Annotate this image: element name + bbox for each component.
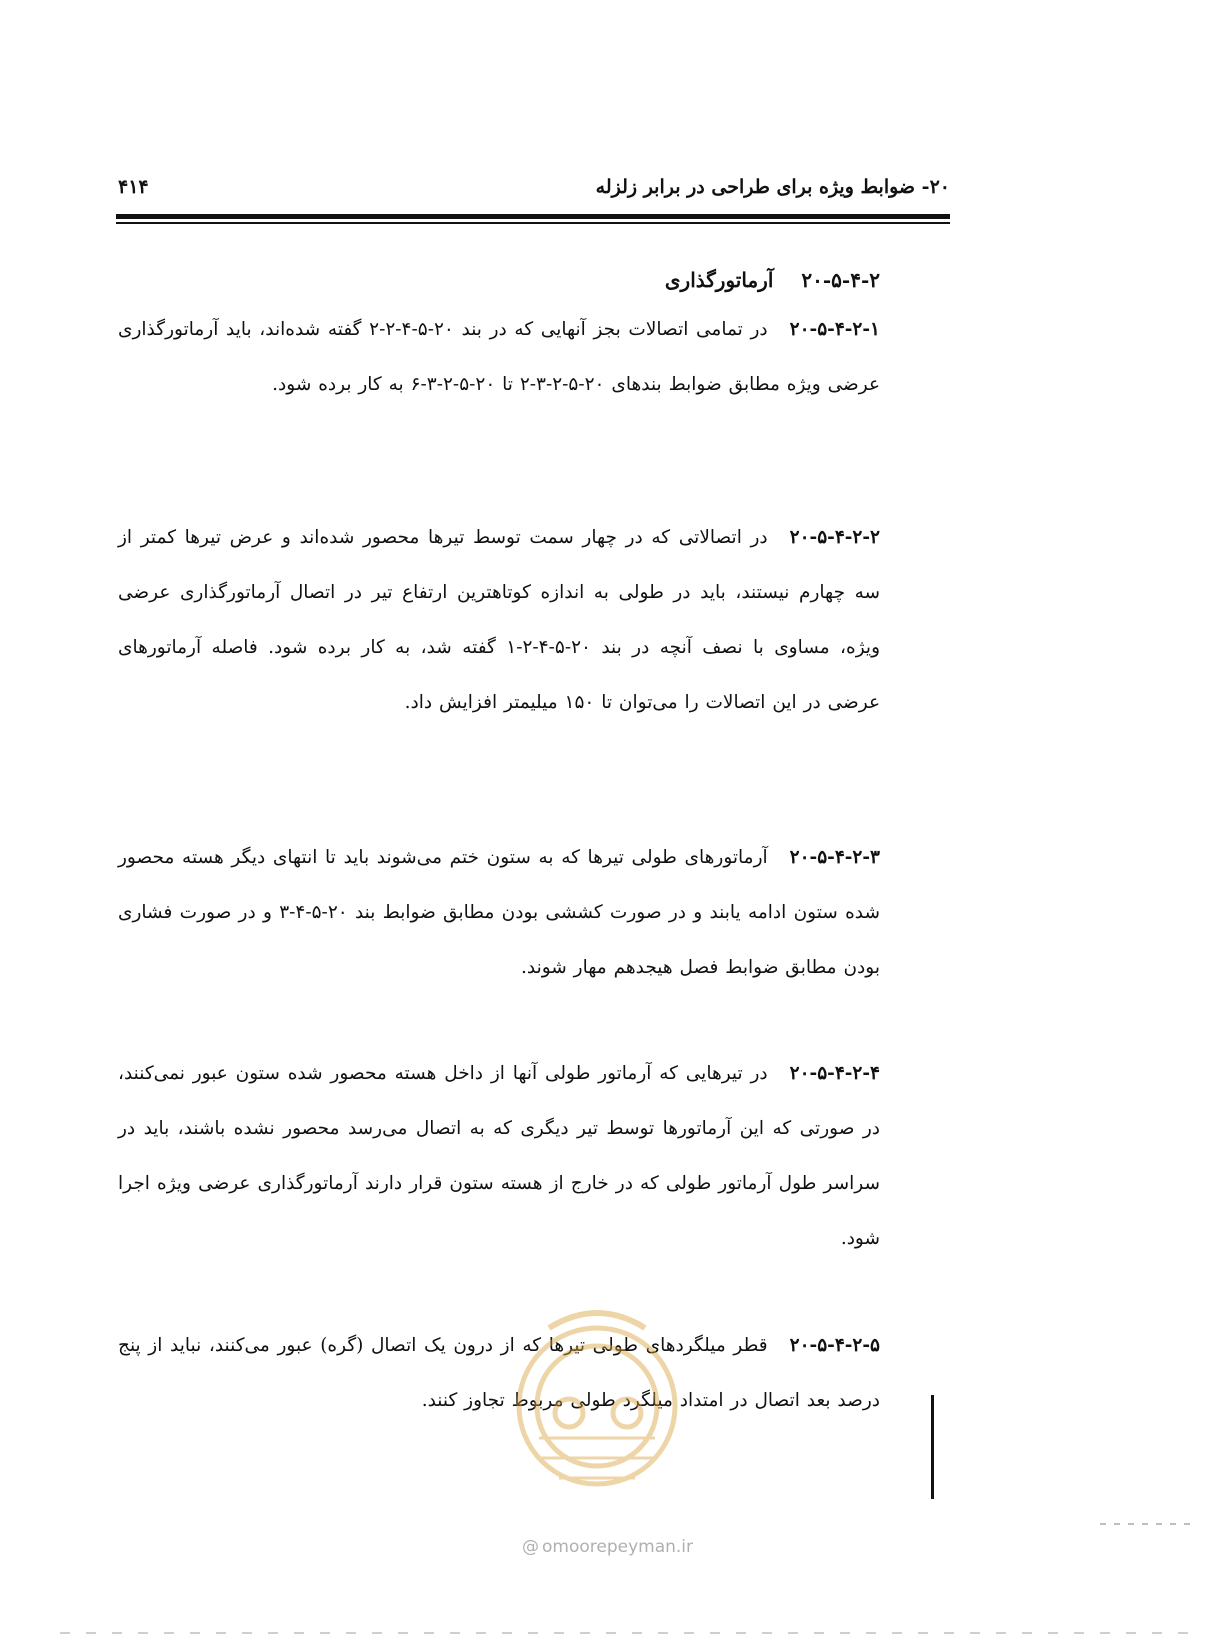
paragraph-text: آرماتورهای طولی تیرها که به ستون ختم می‌شوند باید تا انتهای دیگر هسته محصور شده ستون ادامه یابند و در صورت کششی بودن مطابق ضوابط بند ۲۰-۵-۴-۳ و در صورت فشاری بودن مطابق ضوابط فصل هیجدهم مهار شوند. [118, 847, 880, 978]
section-title: آرماتورگذاری [664, 268, 774, 292]
gear-seal-icon [519, 1313, 675, 1484]
watermark-logo [509, 1288, 685, 1518]
section-heading [665, 268, 880, 292]
header-rule-thin [116, 222, 950, 224]
watermark-url-text: omoorepeyman.ir [542, 1537, 694, 1557]
paragraph-number: ۲۰-۵-۴-۲-۲ [789, 527, 880, 548]
paragraph [118, 1046, 880, 1266]
paragraph-number: ۲۰-۵-۴-۲-۳ [789, 847, 880, 868]
page-number: ۴۱۴ [118, 176, 149, 198]
page-header [118, 176, 950, 206]
margin-change-bar [931, 1395, 934, 1499]
paragraph-text: قطر میلگردهای طولی تیرها که از درون یک اتصال (گره) عبور می‌کنند، نباید از پنج درصد بعد اتصال در امتداد میلگرد طولی مربوط تجاوز کنند. [118, 1335, 880, 1411]
paragraph [118, 510, 880, 730]
paragraph [118, 1318, 880, 1428]
at-icon: @ [522, 1537, 539, 1557]
paragraph-number: ۲۰-۵-۴-۲-۱ [789, 319, 880, 340]
paragraph [118, 830, 880, 995]
chapter-title: ۲۰- ضوابط ویژه برای طراحی در برابر زلزله [595, 176, 950, 198]
scan-artifact-line [60, 1632, 1190, 1634]
paragraph-text: در تمامی اتصالات بجز آنهایی که در بند ۲۰-۵-۴-۲-۲ گفته شده‌اند، باید آرماتورگذاری عرضی ویژه مطابق ضوابط بندهای ۲۰-۵-۲-۳-۲ تا ۲۰-۵-۲-۳-۶ به کار برده شود. [118, 319, 880, 395]
paragraph-number: ۲۰-۵-۴-۲-۵ [789, 1335, 880, 1356]
section-number: ۲۰-۵-۴-۲ [801, 268, 880, 292]
paragraph-text: در تیرهایی که آرماتور طولی آنها از داخل هسته محصور شده ستون عبور نمی‌کنند، در صورتی که این آرماتورها توسط تیر دیگری که به اتصال می‌رسد محصور نشده باشند، باید در سراسر طول آرماتور طولی که در خارج از هسته ستون قرار دارند آرماتورگذاری عرضی ویژه اجرا شود. [118, 1063, 880, 1249]
paragraph [118, 302, 880, 412]
scan-artifact-line [1100, 1523, 1190, 1525]
paragraph-text: در اتصالاتی که در چهار سمت توسط تیرها محصور شده‌اند و عرض تیرها کمتر از سه چهارم نیستند، باید در طولی به اندازه کوتاهترین ارتفاع تیر در اتصال آرماتورگذاری عرضی ویژه، مساوی با نصف آنچه در بند ۲۰-۵-۴-۲-۱ گفته شد، به کار برده شود. فاصله آرماتورهای عرضی در این اتصالات را می‌توان تا ۱۵۰ میلیمتر افزایش داد. [118, 527, 880, 713]
paragraph-number: ۲۰-۵-۴-۲-۴ [789, 1063, 880, 1084]
watermark-url [522, 1537, 693, 1557]
header-rule-thick [116, 214, 950, 219]
